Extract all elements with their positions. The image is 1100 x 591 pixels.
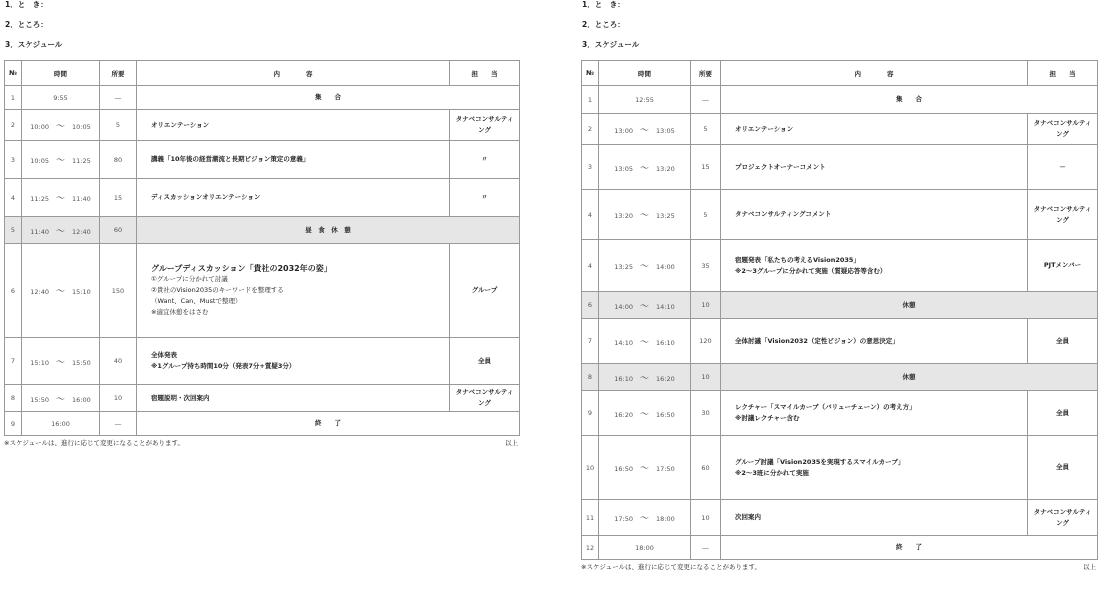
schedule-body [5,86,520,436]
tilde-separator: ～ [55,357,65,368]
end-time: 16:10 [656,338,675,347]
content-title: 次回案内 [735,513,761,521]
row-time [599,319,691,364]
row-duration: 60 [691,436,721,500]
start-time: 11:25 [30,195,49,203]
row-content [721,536,1098,560]
row-number: 6 [5,244,22,338]
table-row [5,412,520,436]
table-row [582,500,1098,536]
field-schedule-heading: 3．スケジュール [582,40,640,49]
row-duration: 5 [691,114,721,145]
content-title: グループ討議「Vision2035を実現するスマイルカーブ」 [735,457,905,466]
schedule-document-right [581,0,1098,573]
field-place: 2．ところ： [582,20,625,29]
header-time: 時間 [599,61,691,86]
tilde-separator: ～ [639,262,649,272]
row-number: 3 [5,141,22,179]
row-duration: ― [691,86,721,114]
content-note: （Want、Can、Mustで整理） [151,297,242,305]
start-time: 15:50 [30,395,49,404]
end-time: 13:20 [656,164,675,173]
row-content [721,500,1028,536]
content-title: 昼 食 休 憩 [305,225,351,234]
start-time: 14:10 [614,338,633,347]
footer-note: ※スケジュールは、進行に応じて変更になることがあります。 [581,563,762,571]
footer-note: ※スケジュールは、進行に応じて変更になることがあります。 [4,439,185,447]
start-time: 9:55 [53,93,68,102]
row-duration: ― [691,536,721,560]
row-content [721,292,1098,319]
content-note: ※適宜休憩をはさむ [151,308,209,316]
row-content [137,385,450,412]
row-owner: 全員 [1028,391,1098,436]
row-content [137,244,450,338]
tilde-separator: ～ [639,464,649,474]
row-content [721,391,1028,436]
row-content [137,141,450,179]
tilde-separator: ～ [55,287,65,297]
row-time [22,244,100,338]
end-time: 13:25 [656,212,675,220]
content-title: 休憩 [902,372,916,381]
row-owner: タナベコンサルティング [1028,114,1098,145]
row-owner: 全員 [1028,436,1098,500]
end-time: 15:50 [72,358,91,367]
header-no: № [5,61,22,86]
row-duration: 10 [100,385,137,412]
row-content [721,364,1098,391]
row-time [599,145,691,190]
row-content [721,145,1028,190]
row-duration: 30 [691,391,721,436]
end-time: 16:00 [72,395,91,404]
row-duration: 35 [691,240,721,292]
row-owner: PJTメンバー [1028,240,1098,292]
tilde-separator: ～ [639,409,649,420]
header-required: 所要 [691,61,721,86]
header-no: № [582,61,599,86]
row-number: 2 [582,114,599,145]
table-row [5,244,520,338]
start-time: 16:10 [614,374,633,383]
start-time: 13:05 [614,164,633,173]
start-time: 13:00 [614,126,633,135]
row-content [721,190,1028,240]
content-title: 宿題発表「私たちの考えるVision2035」 [735,255,860,264]
row-content [721,86,1098,114]
tilde-separator: ～ [55,121,65,132]
footer-ending: 以上 [1083,563,1096,571]
row-number: 12 [582,536,599,560]
content-title: 休憩 [902,300,916,309]
header-time: 時間 [22,61,100,86]
row-duration: 120 [691,319,721,364]
tilde-separator: ～ [639,301,649,312]
row-number: 2 [5,110,22,141]
content-note: ②貴社のVision2035のキーワードを整理する [151,286,284,294]
tilde-separator: ～ [639,163,649,174]
content-title: オリエンテーション [735,124,794,133]
start-time: 11:40 [30,227,49,236]
tilde-separator: ～ [639,125,649,136]
content-title: 終 了 [315,419,341,427]
footer [581,561,1098,573]
row-time [22,412,100,436]
row-content [137,217,520,244]
schedule-table [4,60,520,436]
start-time: 10:05 [30,157,49,165]
row-number: 11 [582,500,599,536]
table-row [582,86,1098,114]
row-duration: 15 [100,179,137,217]
row-number: 5 [5,217,22,244]
row-content [721,240,1028,292]
row-time [22,217,100,244]
row-time [599,114,691,145]
table-row [5,179,520,217]
table-row [582,536,1098,560]
footer-ending: 以上 [505,439,518,447]
table-row [582,364,1098,391]
row-time [599,364,691,391]
row-duration: 15 [691,145,721,190]
table-row [5,338,520,385]
row-owner: タナベコンサルティング [1028,500,1098,536]
tilde-separator: ～ [55,394,65,405]
row-content [721,436,1028,500]
content-note: ※2～3グループに分かれて実施（質疑応答等含む） [735,266,887,275]
row-time [599,500,691,536]
tilde-separator: ～ [639,211,649,221]
row-duration: 10 [691,500,721,536]
row-duration: 80 [100,141,137,179]
content-title: 宿題説明・次回案内 [151,393,210,402]
table-row [5,217,520,244]
content-note: ※1グループ持ち時間10分（発表7分+質疑3分） [151,362,296,370]
field-place: 2．ところ： [5,20,48,29]
row-number: 9 [582,391,599,436]
row-time [599,240,691,292]
row-time [599,86,691,114]
table-row [582,145,1098,190]
row-time [22,86,100,110]
end-time: 16:50 [656,410,675,419]
table-row [5,110,520,141]
footer [4,437,520,449]
end-time: 14:00 [656,263,675,271]
table-row [582,292,1098,319]
table-row [5,385,520,412]
start-time: 16:50 [614,465,633,473]
tilde-separator: ～ [639,373,649,384]
row-number: 8 [5,385,22,412]
table-header-row [582,61,1098,86]
row-owner: － [1028,145,1098,190]
row-number: 7 [5,338,22,385]
row-time [22,179,100,217]
row-content [721,319,1028,364]
end-time: 17:50 [656,465,675,473]
table-row [582,190,1098,240]
end-time: 12:40 [72,227,91,236]
row-time [22,110,100,141]
field-date: 1．と き： [5,0,48,9]
start-time: 16:00 [51,419,70,428]
tilde-separator: ～ [639,337,649,348]
schedule-body [582,86,1098,560]
row-number: 4 [582,240,599,292]
end-time: 14:10 [656,302,675,311]
content-title: 集 合 [315,93,341,101]
row-owner: 全員 [450,338,520,385]
content-note: ※討議レクチャー含む [735,414,800,422]
content-title: 集 合 [896,95,922,103]
row-number: 3 [582,145,599,190]
field-date: 1．と き： [582,0,625,9]
row-number: 6 [582,292,599,319]
table-row [582,391,1098,436]
row-time [599,536,691,560]
header-required: 所要 [100,61,137,86]
row-owner: タナベコンサルティング [450,110,520,141]
row-content [137,86,520,110]
row-number: 1 [5,86,22,110]
start-time: 13:25 [614,263,633,271]
field-schedule-heading: 3．スケジュール [5,40,63,49]
start-time: 10:00 [30,122,49,131]
content-title: グループディスカッション「貴社の2032年の姿」 [151,264,332,273]
row-number: 10 [582,436,599,500]
start-time: 18:00 [635,543,654,552]
row-duration: ― [100,86,137,110]
row-time [599,190,691,240]
row-owner: タナベコンサルティング [1028,190,1098,240]
row-owner: 〃 [450,179,520,217]
content-title: 終 了 [896,543,922,551]
row-number: 1 [582,86,599,114]
row-time [22,385,100,412]
row-number: 7 [582,319,599,364]
start-time: 16:20 [614,410,633,419]
row-time [22,141,100,179]
end-time: 16:20 [656,374,675,383]
table-row [5,141,520,179]
tilde-separator: ～ [639,514,649,524]
header-owner: 担 当 [450,61,520,86]
row-owner: 全員 [1028,319,1098,364]
schedule-document-left [4,0,520,449]
end-time: 11:40 [72,195,91,203]
end-time: 13:05 [656,126,675,135]
row-duration: 60 [100,217,137,244]
start-time: 12:40 [30,288,49,296]
content-note: ①グループに分かれて討議 [151,275,228,283]
content-title: 全体討議「Vision2032（定性ビジョン）の意思決定」 [735,336,899,345]
row-number: 9 [5,412,22,436]
tilde-separator: ～ [55,194,65,204]
row-duration: ― [100,412,137,436]
table-row [5,86,520,110]
row-content [137,179,450,217]
table-row [582,114,1098,145]
row-time [22,338,100,385]
row-duration: 5 [100,110,137,141]
content-title: プロジェクトオーナーコメント [735,162,826,171]
row-duration: 40 [100,338,137,385]
end-time: 15:10 [72,288,91,296]
end-time: 10:05 [72,122,91,131]
row-owner: グループ [450,244,520,338]
header-content: 内 容 [137,61,450,86]
end-time: 11:25 [72,157,91,165]
table-row [582,240,1098,292]
row-content [137,412,520,436]
content-title: レクチャー「スマイルカーブ（バリューチェーン）の考え方」 [735,403,916,411]
schedule-table [581,60,1098,560]
start-time: 12:55 [635,95,654,104]
content-note: ※2～3班に分かれて実施 [735,468,809,477]
table-header-row [5,61,520,86]
tilde-separator: ～ [55,226,65,237]
header-content: 内 容 [721,61,1028,86]
table-row [582,319,1098,364]
row-number: 4 [582,190,599,240]
end-time: 18:00 [656,515,675,523]
row-time [599,391,691,436]
start-time: 17:50 [614,515,633,523]
row-duration: 150 [100,244,137,338]
row-duration: 10 [691,364,721,391]
row-number: 4 [5,179,22,217]
row-content [137,338,450,385]
start-time: 14:00 [614,302,633,311]
start-time: 15:10 [30,358,49,367]
table-row [582,436,1098,500]
row-time [599,292,691,319]
content-title: オリエンテーション [151,120,210,129]
content-title: 講義「10年後の経営潮流と長期ビジョン策定の意義」 [151,155,310,163]
row-owner: 〃 [450,141,520,179]
start-time: 13:20 [614,212,633,220]
row-content [721,114,1028,145]
tilde-separator: ～ [55,156,65,166]
header-owner: 担 当 [1028,61,1098,86]
row-content [137,110,450,141]
row-duration: 5 [691,190,721,240]
content-title: ディスカッションオリエンテーション [151,193,261,201]
row-time [599,436,691,500]
content-title: タナベコンサルティングコメント [735,210,832,218]
content-title: 全体発表 [151,351,177,359]
row-duration: 10 [691,292,721,319]
row-number: 8 [582,364,599,391]
row-owner: タナベコンサルティング [450,385,520,412]
